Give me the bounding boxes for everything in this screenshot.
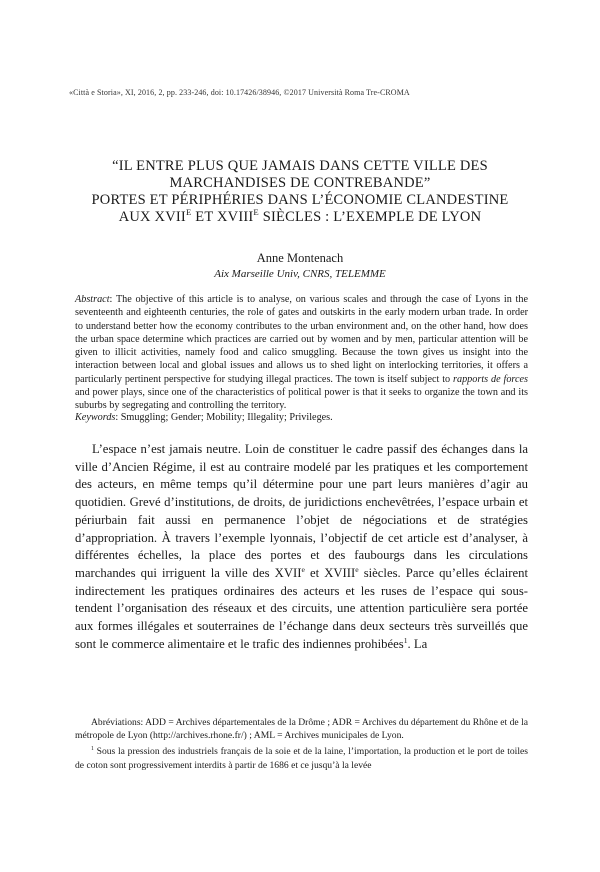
title-line-4: [60, 209, 540, 226]
body-text-d: . La: [407, 636, 428, 651]
body-text-b: et XVIII: [304, 565, 356, 580]
footnote-1-number: 1: [91, 746, 94, 753]
body-century-superscript-1: e: [301, 564, 305, 574]
title-line-4-part-b: ET XVIII: [191, 209, 254, 225]
body-text-c: siècles. Parce qu’elles éclairent indirectement les pratiques ordinaires des acteurs et les ruses de l’espace qui sous-tendent l’organisation des réseaux et des circuits, une attention particulière sera portée aux formes illégales et souterraines de l’échange dans deux secteurs très surveillés que sont le commerce alimentaire et le trafic des indiennes prohibées: [75, 565, 528, 651]
footnotes: [75, 716, 528, 772]
footnote-reference[interactable]: 1: [403, 635, 408, 645]
abstract-text-a: : The objective of this article is to analyse, on various scales and through the case of Lyons in the seventeenth and eighteenth centuries, the role of gates and outskirts in the early modern urban trade. In order to understand better how the economy contributes to the urban environment and, on the other hand, how does the urban space determine which practices are carried out by women and by men, particular attention will be given to illicit activities, namely food and calico smuggling. Because the town gives us insight into the interaction between local and global issues and allows us to shed light on interlocking territories, it offers a particularly pertinent perspective for studying illegal practices. The town is itself subject to: [75, 294, 528, 385]
article-title: [60, 158, 540, 226]
author-name: Anne Montenach: [256, 251, 344, 265]
abstract-emphasis: rapports de forces: [453, 373, 529, 385]
title-line-1: “IL ENTRE PLUS QUE JAMAIS DANS CETTE VILLE DES: [112, 158, 488, 174]
author-affiliation: Aix Marseille Univ, CNRS, TELEMME: [214, 268, 386, 280]
keywords-label: Keywords: [75, 412, 116, 423]
title-century-superscript-1: E: [185, 207, 192, 218]
abstract-label: Abstract: [75, 294, 110, 305]
body-text-a: L’espace n’est jamais neutre. Loin de constituer le cadre passif des échanges dans la ville d’Ancien Régime, il est au contraire modelé par les pratiques et les comportement des acteurs, en même temps qu’il détermine pour une part leurs manières d’agir au quotidien. Grevé d’institutions, de droits, de juridictions enchevêtrées, l’espace urbain et périurbain fait aussi en permanence l’objet de négociations et de stratégies d’appropriation. À travers l’exemple lyonnais, l’objectif de cet article est d’analyser, à différentes échelles, la place des portes et des faubourgs dans les circulations marchandes qui irriguent la ville des XVII: [75, 442, 528, 580]
title-line-4-part-c: SIÈCLES : L’EXEMPLE DE LYON: [258, 209, 482, 225]
footnote-1-text: Sous la pression des industriels français de la soie et de la laine, l’importation, la production et le port de toiles de coton sont progressivement interdits à partir de 1686 et ce jusqu’à la levée: [75, 746, 528, 771]
title-line-3: PORTES ET PÉRIPHÉRIES DANS L’ÉCONOMIE CLANDESTINE: [91, 192, 509, 208]
abstract-text-b: and power plays, since one of the characteristics of political power is that it seeks to organize the town and its suburbs by segregating and controlling the territory.: [75, 387, 528, 412]
running-head: «Città e Storia», XI, 2016, 2, pp. 233-246, doi: 10.17426/38946, ©2017 Università Roma Tre-CROMA: [69, 88, 410, 97]
body-paragraph: [75, 441, 528, 653]
keywords: [75, 411, 528, 424]
body-century-superscript-2: e: [355, 564, 359, 574]
title-line-4-part-a: AUX XVII: [118, 209, 186, 225]
footnote-1: [75, 745, 528, 771]
keywords-text: : Smuggling; Gender; Mobility; Illegality; Privileges.: [115, 412, 333, 423]
abstract: [75, 293, 528, 413]
footnote-abbreviations: Abréviations: ADD = Archives départementales de la Drôme ; ADR = Archives du département du Rhône et de la métropole de Lyon (http://archives.rhone.fr/) ; AML = Archives municipales de Lyon.: [75, 717, 528, 742]
title-line-2: MARCHANDISES DE CONTREBANDE”: [169, 175, 431, 191]
title-century-superscript-2: E: [253, 207, 259, 218]
